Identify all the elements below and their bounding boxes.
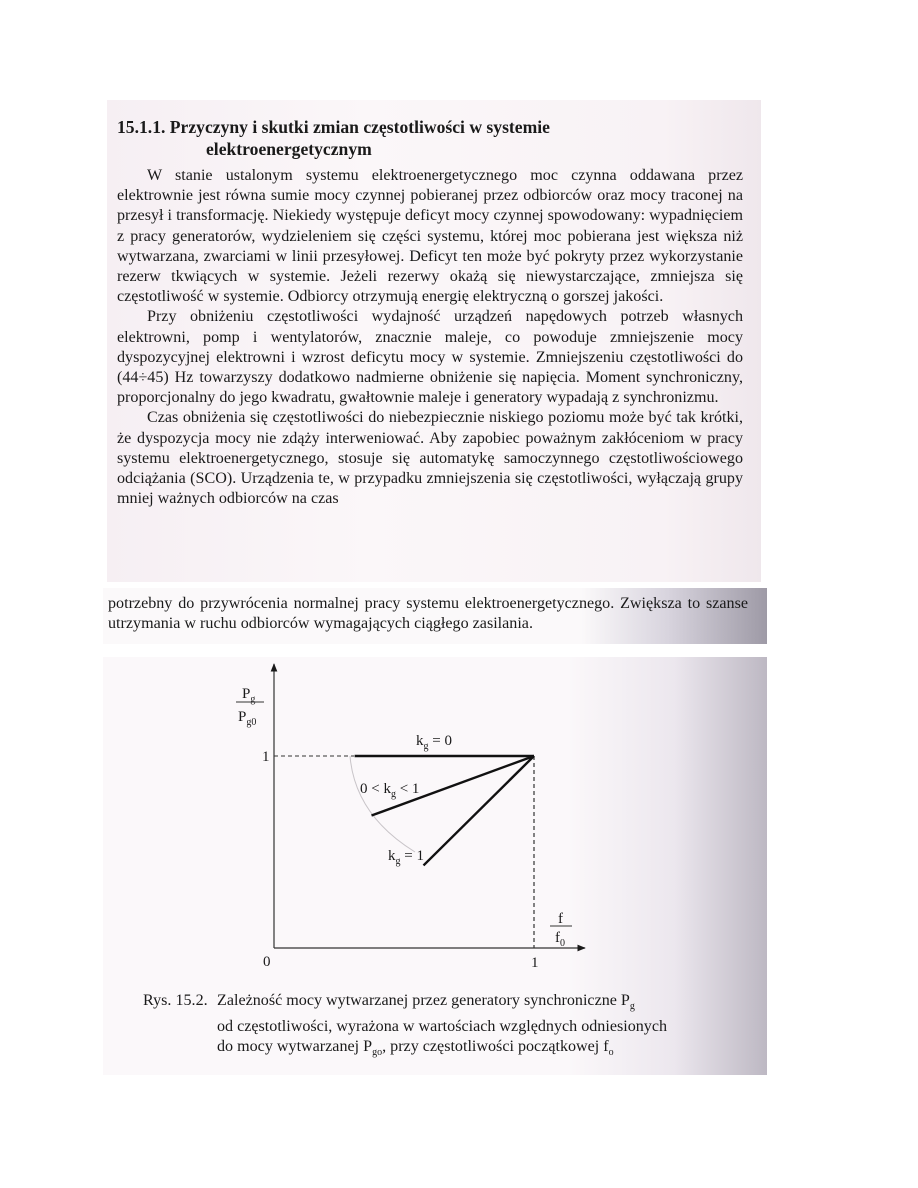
paragraph: potrzebny do przywrócenia normalnej pracy systemu elektroenergetycznego. Zwiększa to szanse utrzymania w ruchu odbiorców wymagających ciągłego zasilania. <box>108 595 748 633</box>
caption-line-3: do mocy wytwarzanej $P_{go}$, przy częstotliwości początkowej $f_o$ <box>217 1038 614 1059</box>
label-kg-1: $k_g = 1$ <box>388 848 424 867</box>
y-tick-label: 1 <box>262 749 270 765</box>
caption-line-1: Zależność mocy wytwarzanej przez generatory synchroniczne $P_g$ <box>217 992 635 1013</box>
label-kg-0: $k_g = 0$ <box>416 733 452 752</box>
series-lines <box>355 756 534 865</box>
origin-label: 0 <box>263 954 271 970</box>
caption-label: Rys. 15.2. <box>143 992 208 1009</box>
figure-caption <box>143 991 743 1063</box>
x-axis-label-numerator: f <box>558 911 563 927</box>
y-axis-label-numerator: $P_g$ <box>242 686 256 705</box>
paragraph: Przy obniżeniu częstotliwości wydajność urządzeń napędowych potrzeb własnych elektrowni, pomp i wentylatorów, znacznie maleje, co powoduje zmniejszenie mocy dyspozycyjnej elektrowni i wzrost deficytu mocy w systemie. Zmniejszeniu częstotliwości do (44÷45) Hz towarzyszy dodatkowo nadmierne obniżenie się napięcia. Moment synchroniczny, proporcjonalny do jego kwadratu, gwałtownie maleje i generatory wypadają z synchronizmu. <box>117 308 743 407</box>
section-number: 15.1.1. <box>117 117 166 137</box>
paragraph: Czas obniżenia się częstotliwości do niebezpiecznie niskiego poziomu może być tak krótki, że dyspozycja mocy nie zdąży interweniować. Aby zapobiec poważnym zakłóceniom w pracy systemu elektroenergetycznego, stosuje się automatykę samoczynnego częstotliwościowego odciążania (SCO). Urządzenia te, w przypadku zmniejszenia się częstotliwości, wyłączają grupy mniej ważnych odbiorców na czas <box>117 409 743 508</box>
paragraph: W stanie ustalonym systemu elektroenergetycznego moc czynna oddawana przez elektrownie jest równa sumie mocy czynnej pobieranej przez odbiorców oraz mocy traconej na przesył i transformację. Niekiedy występuje deficyt mocy czynnej spowodowany: wypadnięciem z pracy generatorów, wydzieleniem się części systemu, której moc pobierana jest większa niż wytwarzana, zwarciami w linii przesyłowej. Deficyt ten może być pokryty przez wykorzystanie rezerw tkwiących w systemie. Jeżeli rezerwy okażą się niewystarczające, zmniejsza się częstotliwość w systemie. Odbiorcy otrzymują energię elektryczną o gorszej jakości. <box>117 167 743 306</box>
x-tick-label: 1 <box>531 955 539 971</box>
section-title: Przyczyny i skutki zmian częstotliwości w systemie <box>169 117 550 137</box>
series-line-kg-1 <box>424 756 535 865</box>
label-kg-between: $0 < k_g < 1$ <box>360 781 420 800</box>
section-title-line2: elektroenergetycznym <box>206 139 372 159</box>
y-axis-label-denominator: $P_{g0}$ <box>238 709 257 728</box>
caption-line-2: od częstotliwości, wyrażona w wartościach względnych odniesionych <box>217 1018 668 1036</box>
x-axis-label-denominator: $f_0$ <box>555 930 565 949</box>
